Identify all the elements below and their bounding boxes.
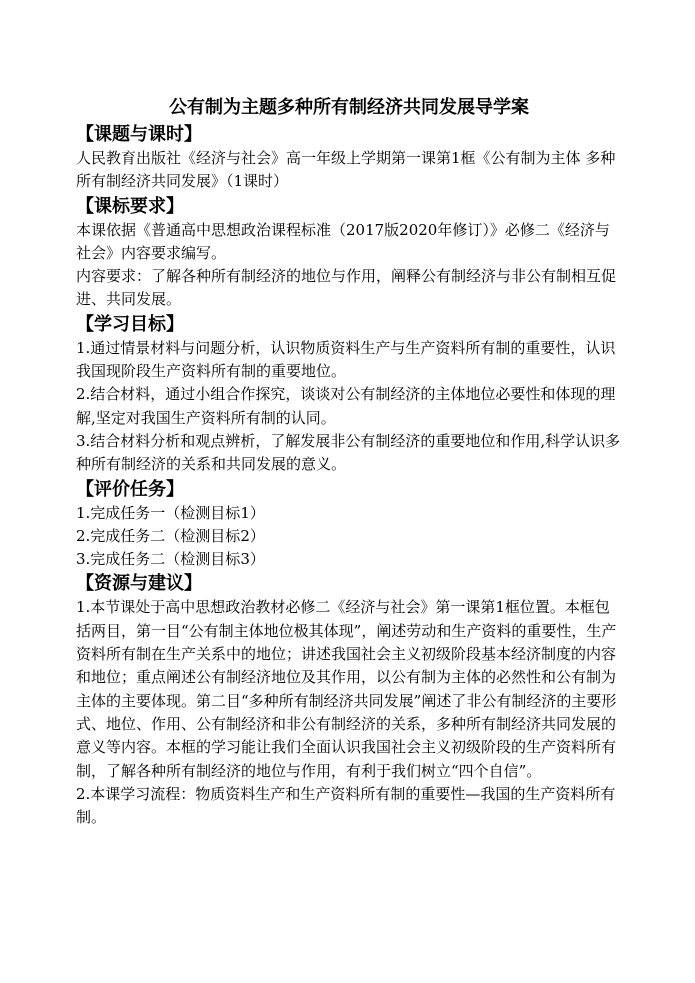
paragraph: 人民教育出版社《经济与社会》高一年级上学期第一课第1框《公有制为主体 多种所有制经济共同发展》（1课时） — [76, 149, 616, 191]
paragraph: 内容要求：了解各种所有制经济的地位与作用，阐释公有制经济与非公有制相互促进、共同发展。 — [76, 267, 617, 309]
section-heading: 【评价任务】 — [76, 478, 184, 500]
section-evaluation-tasks — [76, 477, 622, 572]
paragraph: 3.结合材料分析和观点辨析，了解发展非公有制经济的重要地位和作用,科学认识多种所有制经济的关系和共同发展的意义。 — [76, 431, 621, 474]
section-curriculum-requirements — [76, 194, 622, 312]
paragraph: 1.本节课处于高中思想政治教材必修二《经济与社会》第一课第1框位置。本框包括两目，第一目“公有制主体地位极其体现”，阐述劳动和生产资料的重要性，生产资料所有制在生产关系中的地位；讲述我国社会主义初级阶段基本经济制度的内容和地位；重点阐述公有制经济地位及其作用，以公有制为主体的必然性和公有制为主体的主要体现。第二目“多种所有制经济共同发展”阐述了非公有制经济的主要形式、地位、作用、公有制经济和非公有制经济的关系，多种所有制经济共同发展的意义等内容。本框的学习能让我们全面认识我国社会主义初级阶段的生产资料所有制，了解各种所有制经济的地位与作用，有利于我们树立“四个自信”。 — [76, 598, 617, 780]
paragraph: 2.本课学习流程：物质资料生产和生产资料所有制的重要性—我国的生产资料所有制。 — [76, 784, 616, 827]
document-title: 公有制为主题多种所有制经济共同发展导学案 — [169, 97, 529, 118]
section-resources-suggestions — [76, 571, 622, 829]
paragraph: 1.完成任务一（检测目标1） — [76, 503, 265, 522]
section-heading: 【资源与建议】 — [76, 573, 202, 595]
section-course-info — [76, 122, 622, 194]
paragraph: 本课依据《普通高中思想政治课程标准（2017版2020年修订）》必修二《经济与社会》内容要求编写。 — [76, 220, 610, 262]
paragraph: 2.结合材料，通过小组合作探究，谈谈对公有制经济的主体地位必要性和体现的理解,坚定对我国生产资料所有制的认同。 — [76, 385, 616, 427]
paragraph: 2.完成任务二（检测目标2） — [76, 526, 265, 545]
section-heading: 【课题与课时】 — [76, 124, 202, 145]
paragraph: 3.完成任务二（检测目标3） — [76, 550, 265, 569]
document-page — [76, 94, 622, 829]
section-heading: 【课标要求】 — [76, 195, 184, 217]
section-heading: 【学习目标】 — [76, 313, 184, 335]
section-learning-objectives — [76, 312, 622, 477]
paragraph: 1.通过情景材料与问题分析，认识物质资料生产与生产资料所有制的重要性，认识我国现阶段生产资料所有制的重要地位。 — [76, 338, 616, 381]
